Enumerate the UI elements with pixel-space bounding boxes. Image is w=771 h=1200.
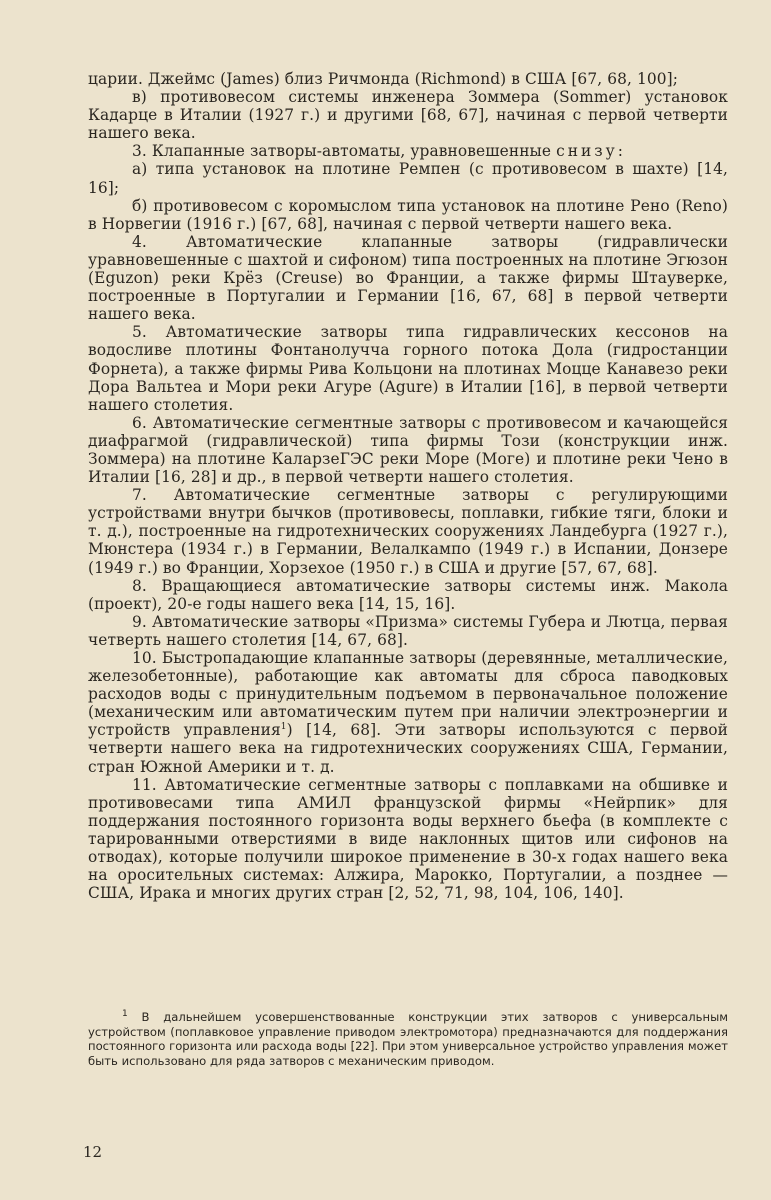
item-10-suffix: ) [14, 68]. Эти затворы используются с первой четверти нашего века на гидротехнических сооружениях США, Германии, стран Южной Америки и т. д.: [88, 721, 728, 776]
footnote-body: В дальнейшем усовершенствованные конструкции этих затворов с универсальным устройством (поплавковое управление приводом электромотора) предназначаются для поддержания постоянного горизонта или расхода воды [22]. При этом универсальное устройство управления может быть использовано для ряда затворов с механическим приводом.: [88, 1010, 728, 1068]
item-3-suffix: :: [617, 142, 623, 161]
paragraph-continuation: царии. Джеймс (James) близ Ричмонда (Richmond) в США [67, 68, 100];: [88, 70, 679, 88]
footnote-marker: 1: [122, 1009, 128, 1020]
paragraph-item-v: в) противовесом системы инженера Зоммера (Sommer) установок Кадарце в Италии (1927 г.) и другими [68, 67], начиная с первой четверти нашего века.: [88, 88, 728, 143]
paragraph-item-b: б) противовесом с коромыслом типа установок на плотине Рено (Reno) в Норвегии (1916 г.) [67, 68], начиная с первой четверти нашего века.: [88, 196, 728, 233]
item-3-text: 3. Клапанные затворы-автоматы, уравновешенные: [132, 142, 557, 161]
footnote-reference: 1: [280, 722, 287, 733]
paragraph-item-6: 6. Автоматические сегментные затворы с противовесом и качающейся диафрагмой (гидравлической) типа фирмы Този (конструкции инж. Зоммера) на плотине КаларзеГЭС реки Море (Моге) и плотине реки Чено в Италии [16, 28] и др., в первой четверти нашего столетия.: [88, 413, 728, 487]
item-3-emphasis: снизу: [556, 142, 618, 161]
paragraph-item-10: [88, 649, 728, 776]
footnote-text: [88, 1010, 728, 1068]
paragraph-item-11: 11. Автоматические сегментные затворы с поплавками на обшивке и противовесами типа АМИЛ французской фирмы «Нейрпик» для поддержания постоянного горизонта воды верхнего бьефа (в комплекте с тарированными отверстиями в виде наклонных щитов или сифонов на отводах), которые получили широкое применение в 30-х годах нашего века на оросительных системах: Алжира, Марокко, Португалии, а позднее — США, Ирака и многих других стран [2, 52, 71, 98, 104, 106, 140].: [88, 775, 728, 903]
page-number: 12: [83, 1143, 103, 1161]
footnote: [88, 1010, 728, 1068]
item-10-text: 10. Быстропадающие клапанные затворы (деревянные, металлические, железобетонные), работающие как автоматы для сброса паводковых расходов воды с принудительным подъемом в первоначальное положение (механическим или автоматическим путем при наличии электроэнергии и устройств управления: [88, 649, 728, 740]
paragraph-item-8: 8. Вращающиеся автоматические затворы системы инж. Макола (проект), 20-е годы нашего века [14, 15, 16].: [88, 576, 728, 613]
paragraph-item-a: а) типа установок на плотине Ремпен (с противовесом в шахте) [14, 16];: [88, 160, 728, 197]
paragraph-item-4: 4. Автоматические клапанные затворы (гидравлически уравновешенные с шахтой и сифоном) типа построенных на плотине Эгюзон (Eguzon) реки Крёз (Creuse) во Франции, а также фирмы Штауверке, построенные в Португалии и Германии [16, 67, 68] в первой четверти нашего века.: [88, 232, 728, 324]
paragraph-item-9: 9. Автоматические затворы «Призма» системы Губера и Лютца, первая четверть нашего столетия [14, 67, 68].: [88, 612, 728, 649]
paragraph-item-3: [88, 142, 728, 160]
paragraph-item-7: 7. Автоматические сегментные затворы с регулирующими устройствами внутри бычков (противовесы, поплавки, гибкие тяги, блоки и т. д.), построенные на гидротехнических сооружениях Ландебурга (1927 г.), Мюнстера (1934 г.) в Германии, Велалкампо (1949 г.) в Испании, Донзере (1949 г.) во Франции, Хорзехое (1950 г.) в США и другие [57, 67, 68].: [88, 486, 728, 577]
paragraph-item-5: 5. Автоматические затворы типа гидравлических кессонов на водосливе плотины Фонтанолучча горного потока Дола (гидростанции Форнета), а также фирмы Рива Кольцони на плотинах Моцце Канавезо реки Дора Вальтеа и Мори реки Агуре (Agure) в Италии [16], в первой четверти нашего столетия.: [88, 323, 728, 414]
main-text: [88, 70, 728, 902]
